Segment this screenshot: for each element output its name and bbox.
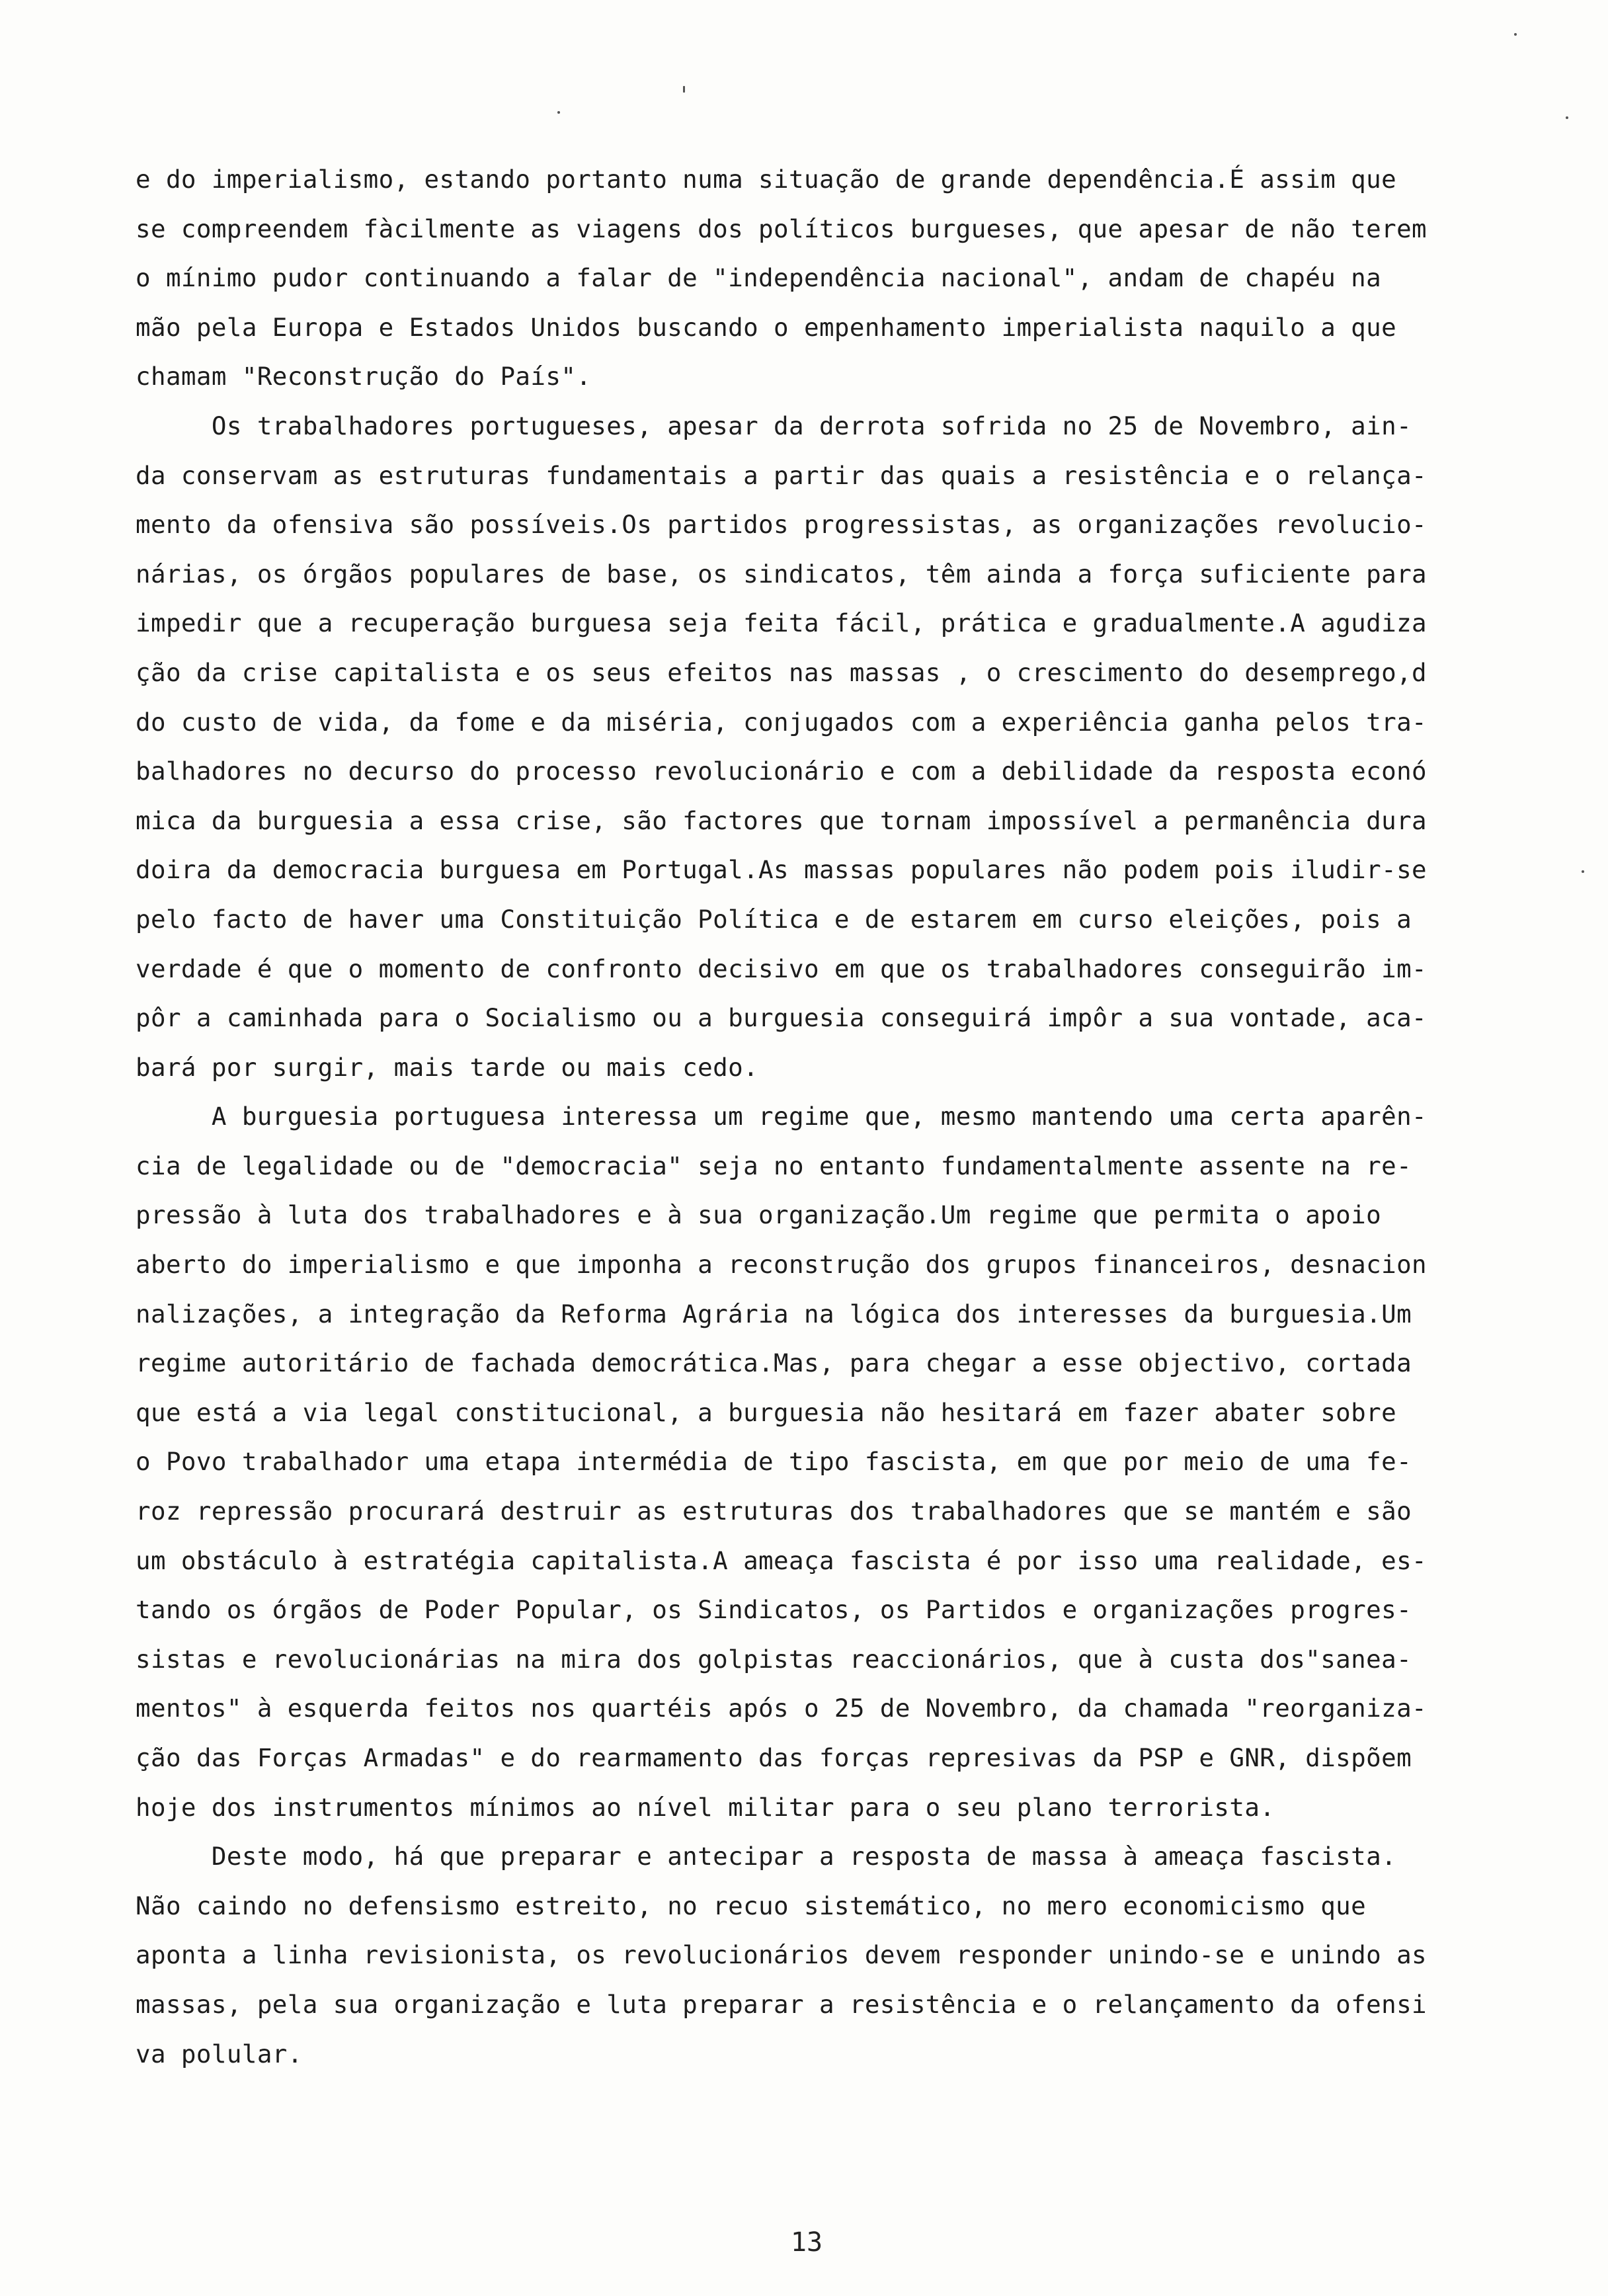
text-line: balhadores no decurso do processo revolucionário e com a debilidade da resposta econó — [136, 757, 1427, 786]
document-body — [136, 155, 1557, 2078]
text-line: regime autoritário de fachada democrática.Mas, para chegar a esse objectivo, cortada — [136, 1348, 1412, 1378]
text-line: Os trabalhadores portugueses, apesar da derrota sofrida no 25 de Novembro, ain- — [136, 411, 1412, 440]
text-line: sistas e revolucionárias na mira dos golpistas reaccionários, que à custa dos"sanea- — [136, 1644, 1412, 1674]
text-line: aponta a linha revisionista, os revolucionários devem responder unindo-se e unindo as — [136, 1940, 1427, 1970]
text-line: mento da ofensiva são possíveis.Os partidos progressistas, as organizações revolucio- — [136, 510, 1427, 540]
text-line: o Povo trabalhador uma etapa intermédia de tipo fascista, em que por meio de uma fe- — [136, 1447, 1412, 1477]
text-line: Não caindo no defensismo estreito, no recuo sistemático, no mero economicismo que — [136, 1891, 1367, 1920]
paragraph — [136, 1832, 1557, 2078]
text-line: pôr a caminhada para o Socialismo ou a burguesia conseguirá impôr a sua vontade, aca- — [136, 1003, 1427, 1033]
paragraph — [136, 401, 1557, 1092]
scan-speck — [557, 111, 560, 114]
text-line: e do imperialismo, estando portanto numa situação de grande dependência.É assim que — [136, 165, 1397, 194]
page-number: 13 — [790, 2227, 823, 2258]
text-line: va polular. — [136, 2039, 303, 2069]
text-line: da conservam as estruturas fundamentais a partir das quais a resistência e o relança- — [136, 460, 1427, 490]
text-line: bará por surgir, mais tarde ou mais cedo. — [136, 1052, 759, 1082]
text-line: do custo de vida, da fome e da miséria, conjugados com a experiência ganha pelos tra- — [136, 707, 1427, 737]
scan-speck — [1566, 116, 1568, 119]
text-line: mão pela Europa e Estados Unidos buscando o empenhamento imperialista naquilo a que — [136, 312, 1397, 342]
text-line: cia de legalidade ou de "democracia" seja no entanto fundamentalmente assente na re- — [136, 1151, 1412, 1180]
text-line: que está a via legal constitucional, a burguesia não hesitará em fazer abater sobre — [136, 1397, 1397, 1427]
text-line: o mínimo pudor continuando a falar de "independência nacional", andam de chapéu na — [136, 263, 1382, 293]
text-line: se compreendem fàcilmente as viagens dos políticos burgueses, que apesar de não terem — [136, 214, 1427, 243]
text-line: roz repressão procurará destruir as estruturas dos trabalhadores que se mantém e são — [136, 1496, 1412, 1526]
scan-speck — [1514, 33, 1517, 36]
text-line: verdade é que o momento de confronto decisivo em que os trabalhadores conseguirão im- — [136, 954, 1427, 983]
text-line: um obstáculo à estratégia capitalista.A ameaça fascista é por isso uma realidade, es- — [136, 1545, 1427, 1575]
text-line: ção da crise capitalista e os seus efeitos nas massas , o crescimento do desemprego,d — [136, 657, 1427, 687]
text-line: A burguesia portuguesa interessa um regime que, mesmo mantendo uma certa aparên- — [136, 1102, 1427, 1131]
scan-speck — [683, 86, 685, 93]
text-line: aberto do imperialismo e que imponha a reconstrução dos grupos financeiros, desnacion — [136, 1250, 1427, 1280]
text-line: mica da burguesia a essa crise, são factores que tornam impossível a permanência dura — [136, 805, 1427, 835]
text-line: pressão à luta dos trabalhadores e à sua organização.Um regime que permita o apoio — [136, 1200, 1382, 1230]
text-line: ção das Forças Armadas" e do rearmamento das forças represivas da PSP e GNR, dispõem — [136, 1743, 1412, 1772]
paragraph — [136, 155, 1557, 401]
paragraph — [136, 1092, 1557, 1832]
text-line: impedir que a recuperação burguesa seja feita fácil, prática e gradualmente.A agudiza — [136, 608, 1427, 638]
text-line: tando os órgãos de Poder Popular, os Sindicatos, os Partidos e organizações progres- — [136, 1595, 1412, 1625]
text-line: massas, pela sua organização e luta preparar a resistência e o relançamento da ofensi — [136, 1989, 1427, 2019]
text-line: nárias, os órgãos populares de base, os sindicatos, têm ainda a força suficiente para — [136, 559, 1427, 589]
text-line: hoje dos instrumentos mínimos ao nível militar para o seu plano terrorista. — [136, 1792, 1275, 1822]
text-line: pelo facto de haver uma Constituição Política e de estarem em curso eleições, pois a — [136, 904, 1412, 934]
text-line: Deste modo, há que preparar e antecipar a resposta de massa à ameaça fascista. — [136, 1842, 1397, 1871]
scan-speck — [1582, 870, 1584, 873]
text-line: nalizações, a integração da Reforma Agrária na lógica dos interesses da burguesia.Um — [136, 1299, 1412, 1329]
text-line: mentos" à esquerda feitos nos quartéis após o 25 de Novembro, da chamada "reorganiza- — [136, 1694, 1427, 1723]
text-line: chamam "Reconstrução do País". — [136, 362, 592, 391]
text-line: doira da democracia burguesa em Portugal.As massas populares não podem pois iludir-se — [136, 855, 1427, 885]
